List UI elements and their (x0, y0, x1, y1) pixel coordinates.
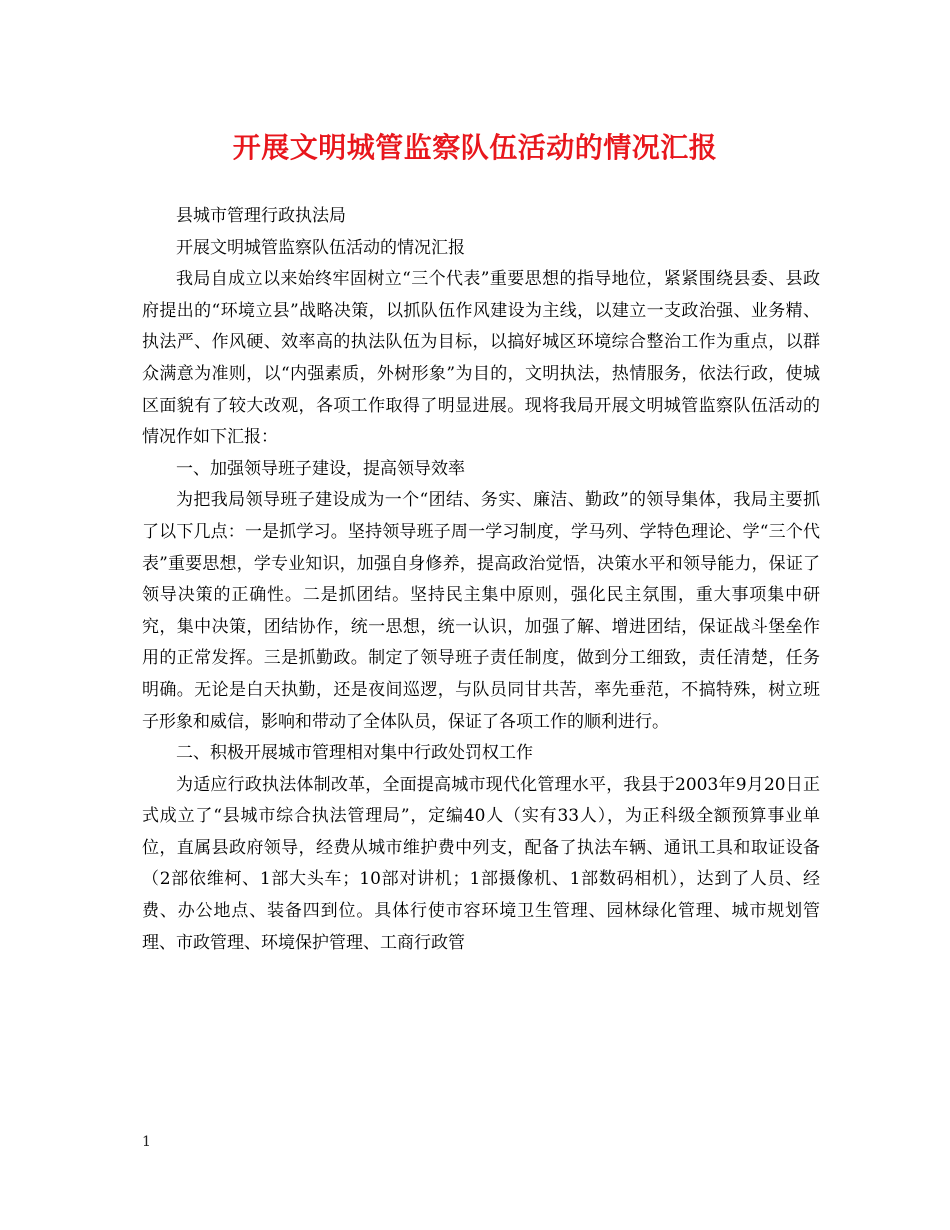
paragraph-section-1: 为把我局领导班子建设成为一个“团结、务实、廉洁、勤政”的领导集体，我局主要抓了以下几点：一是抓学习。坚持领导班子周一学习制度，学马列、学特色理论、学“三个代表”重要思想，学专业知识，加强自身修养，提高政治觉悟，决策水平和领导能力，保证了领导决策的正确性。二是抓团结。坚持民主集中原则，强化民主氛围，重大事项集中研究，集中决策，团结协作，统一思想，统一认识，加强了解、增进团结，保证战斗堡垒作用的正常发挥。三是抓勤政。制定了领导班子责任制度，做到分工细致，责任清楚，任务明确。无论是白天执勤，还是夜间巡逻，与队员同甘共苦，率先垂范，不搞特殊，树立班子形象和威信，影响和带动了全体队员，保证了各项工作的顺利进行。 (142, 490, 820, 732)
document-body (142, 201, 820, 959)
paragraph-issuer: 县城市管理行政执法局 (176, 206, 346, 226)
paragraph-intro: 我局自成立以来始终牢固树立“三个代表”重要思想的指导地位，紧紧围绕县委、县政府提出的“环境立县”战略决策，以抓队伍作风建设为主线，以建立一支政治强、业务精、执法严、作风硬、效率高的执法队伍为目标，以搞好城区环境综合整治工作为重点，以群众满意为准则，以“内强素质，外树形象”为目的，文明执法，热情服务，依法行政，使城区面貌有了较大改观，各项工作取得了明显进展。现将我局开展文明城管监察队伍活动的情况作如下汇报： (142, 269, 820, 448)
section-heading-1: 一、加强领导班子建设，提高领导效率 (176, 458, 465, 479)
page-number: 1 (142, 1134, 151, 1150)
paragraph-subtitle: 开展文明城管监察队伍活动的情况汇报 (176, 237, 465, 258)
section-heading-2: 二、积极开展城市管理相对集中行政处罚权工作 (176, 743, 533, 764)
paragraph-section-2: 为适应行政执法体制改革，全面提高城市现代化管理水平，我县于2003年9月20日正式成立了“县城市综合执法管理局”，定编40人（实有33人），为正科级全额预算事业单位，直属县政府领导，经费从城市维护费中列支，配备了执法车辆、通讯工具和取证设备（2部依维柯、1部大头车；10部对讲机；1部摄像机、1部数码相机），达到了人员、经费、办公地点、装备四到位。具体行使市容环境卫生管理、园林绿化管理、城市规划管理、市政管理、环境保护管理、工商行政管 (142, 774, 820, 953)
document-title: 开展文明城管监察队伍活动的情况汇报 (232, 131, 718, 164)
